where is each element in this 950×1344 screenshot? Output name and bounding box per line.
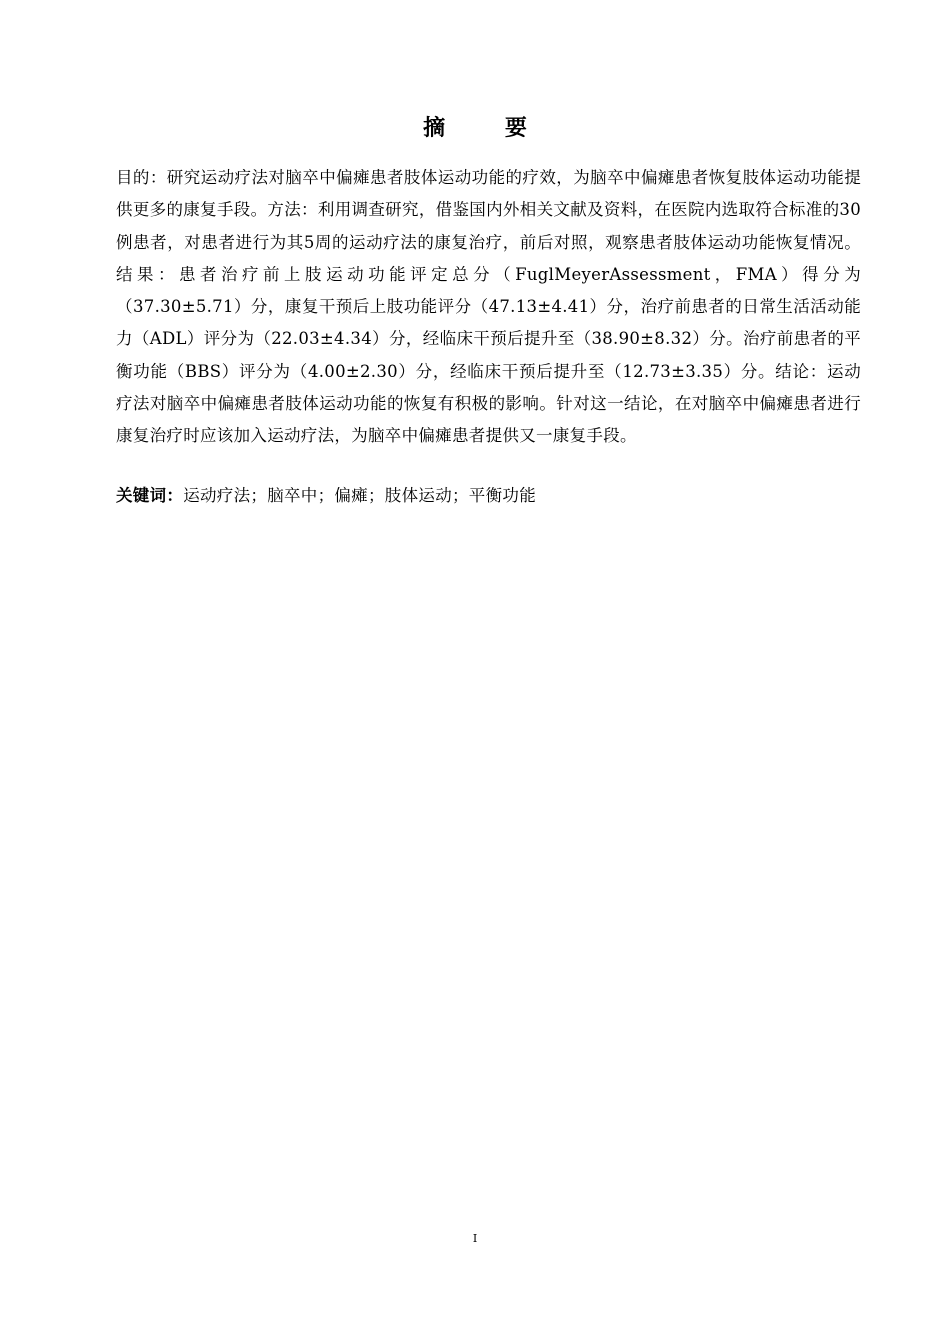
abstract-body <box>116 162 861 453</box>
abstract-title: 摘 要 <box>423 116 553 141</box>
keywords-label: 关键词： <box>116 486 184 505</box>
keywords-list: 运动疗法；脑卒中；偏瘫；肢体运动；平衡功能 <box>183 486 537 505</box>
keywords-line <box>116 482 861 510</box>
page-number: I <box>472 1232 478 1245</box>
abstract-paragraph: 目的：研究运动疗法对脑卒中偏瘫患者肢体运动功能的疗效，为脑卒中偏瘫患者恢复肢体运动功能提供更多的康复手段。方法：利用调查研究，借鉴国内外相关文献及资料，在医院内选取符合标准的30例患者，对患者进行为其5周的运动疗法的康复治疗，前后对照，观察患者肢体运动功能恢复情况。结果：患者治疗前上肢运动功能评定总分（FuglMeyerAssessment，FMA）得分为（37.30±5.71）分，康复干预后上肢功能评分（47.13±4.41）分，治疗前患者的日常生活活动能力（ADL）评分为（22.03±4.34）分，经临床干预后提升至（38.90±8.32）分。治疗前患者的平衡功能（BBS）评分为（4.00±2.30）分，经临床干预后提升至（12.73±3.35）分。结论：运动疗法对脑卒中偏瘫患者肢体运动功能的恢复有积极的影响。针对这一结论，在对脑卒中偏瘫患者进行康复治疗时应该加入运动疗法，为脑卒中偏瘫患者提供又一康复手段。 <box>116 168 861 446</box>
